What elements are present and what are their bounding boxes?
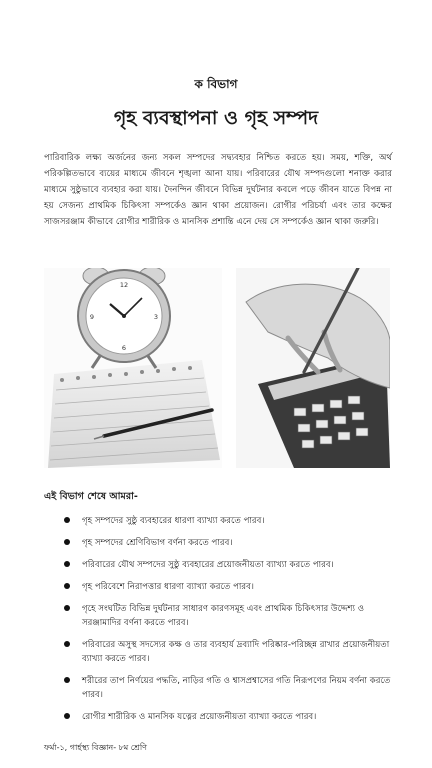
outcome-text: পরিবারের যৌথ সম্পদের সুষ্ঠু ব্যবহারের প্রয়োজনীয়তা ব্যাখ্যা করতে পারব।	[82, 560, 334, 570]
outcome-text: শরীরের তাপ নির্ণয়ের পদ্ধতি, নাড়ির গতি ও শ্বাসপ্রশ্বাসের গতি নিরূপণের নিয়ম বর্ণনা করতে পারব।	[82, 676, 391, 700]
page-footer: ফর্মা-১, গার্হস্থ্য বিজ্ঞান- ৮ম শ্রেণি	[44, 743, 147, 752]
svg-text:12: 12	[119, 281, 129, 289]
outcome-text: গৃহ পরিবেশে নিরাপত্তার ধারণা ব্যাখ্যা করতে পারব।	[82, 582, 255, 592]
svg-text:9: 9	[89, 313, 95, 321]
outcome-item	[64, 558, 394, 572]
alarm-clock-notebook-photo	[44, 268, 222, 468]
learning-outcomes-list	[64, 514, 394, 732]
bullet-icon	[64, 605, 70, 611]
outcome-text: গৃহ সম্পদের সুষ্ঠু ব্যবহারের ধারণা ব্যাখ্যা করতে পারব।	[82, 516, 265, 526]
svg-text:3: 3	[153, 313, 159, 321]
chapter-title: গৃহ ব্যবস্থাপনা ও গৃহ সম্পদ	[113, 107, 319, 129]
calculator-hand-photo	[236, 268, 390, 468]
bullet-icon	[64, 561, 70, 567]
svg-text:6: 6	[121, 344, 127, 352]
outcome-text: রোগীর শারীরিক ও মানসিক যত্নের প্রয়োজনীয়তা ব্যাখ্যা করতে পারব।	[82, 712, 317, 722]
bullet-icon	[64, 517, 70, 523]
outcome-item	[64, 580, 394, 594]
outcome-item	[64, 710, 394, 724]
bullet-icon	[64, 641, 70, 647]
outcomes-heading: এই বিভাগ শেষে আমরা-	[44, 491, 138, 502]
outcome-item	[64, 638, 394, 666]
outcome-item	[64, 536, 394, 550]
bullet-icon	[64, 713, 70, 719]
outcome-item	[64, 514, 394, 528]
intro-paragraph: পারিবারিক লক্ষ্য অর্জনের জন্য সকল সম্পদের সদ্ব্যবহার নিশ্চিত করতে হয়। সময়, শক্তি, অর্থ পরিকল্পিতভাবে ব্যয়ের মাধ্যমে জীবনে শৃঙ্খলা আনা যায়। পরিবারের যৌথ সম্পদগুলো শনাক্ত করার মাধ্যমে সুষ্ঠুভাবে ব্যবহার করা যায়। দৈনন্দিন জীবনে বিভিন্ন দুর্ঘটনার কবলে পড়ে জীবন যাতে বিপন্ন না হয় সেজন্য প্রাথমিক চিকিৎসা সম্পর্কেও জ্ঞান থাকা প্রয়োজন। রোগীর পরিচর্যা এবং তার কক্ষের সাজসরঞ্জাম কীভাবে রোগীর শারীরিক ও মানসিক প্রশান্তি এনে দেয় সে সম্পর্কেও জ্ঞান থাকা জরুরি।	[44, 153, 392, 227]
bullet-icon	[64, 583, 70, 589]
section-label: ক বিভাগ	[194, 77, 238, 91]
outcome-text: গৃহে সংঘটিত বিভিন্ন দুর্ঘটনার সাধারণ কারণসমূহ এবং প্রাথমিক চিকিৎসার উদ্দেশ্য ও সরঞ্জামাদির বর্ণনা করতে পারব।	[82, 604, 365, 628]
outcome-item	[64, 602, 394, 630]
outcome-text: পরিবারের অসুস্থ সদস্যের কক্ষ ও তার ব্যবহার্য দ্রব্যাদি পরিষ্কার-পরিচ্ছন্ন রাখার প্রয়োজনীয়তা ব্যাখ্যা করতে পারব।	[82, 640, 390, 664]
outcome-text: গৃহ সম্পদের শ্রেণিবিভাগ বর্ণনা করতে পারব।	[82, 538, 233, 548]
bullet-icon	[64, 677, 70, 683]
outcome-item	[64, 674, 394, 702]
bullet-icon	[64, 539, 70, 545]
